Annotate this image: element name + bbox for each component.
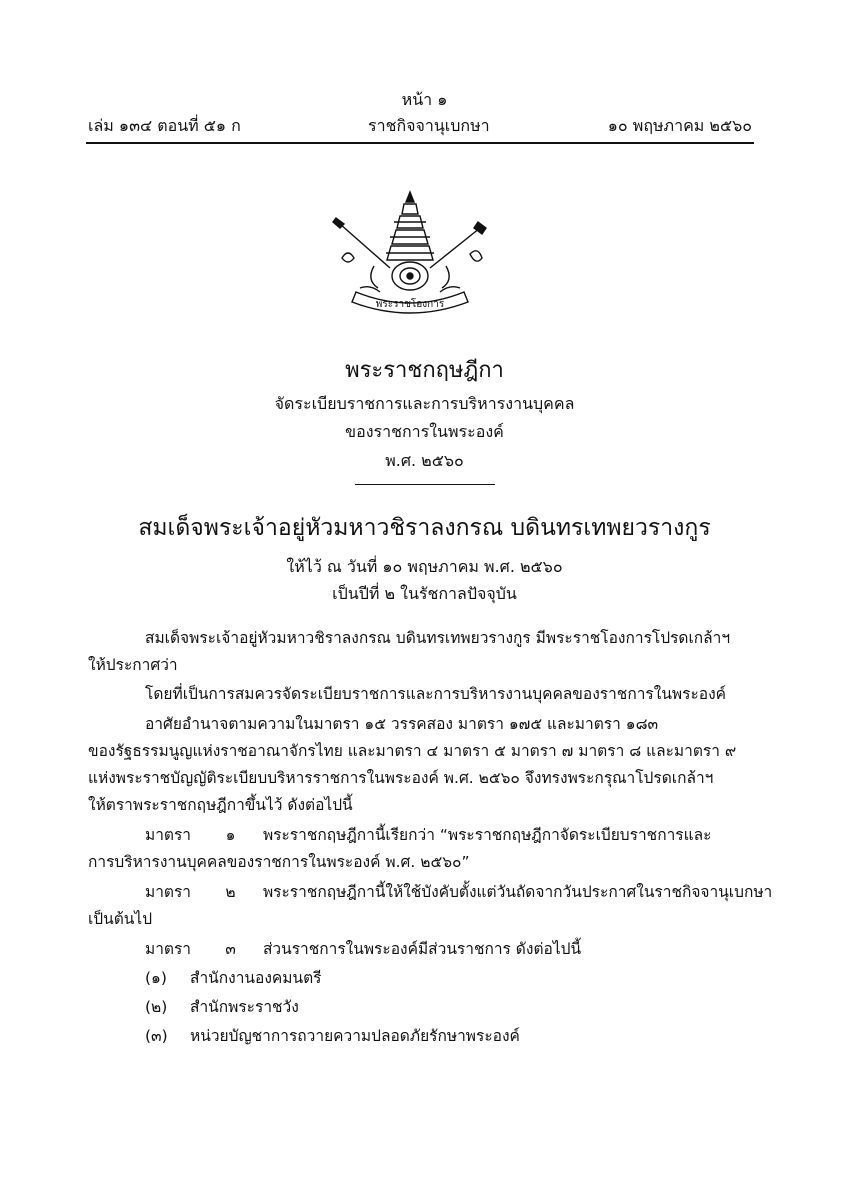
decree-title: พระราชกฤษฎีกา (345, 358, 504, 383)
king-name: สมเด็จพระเจ้าอยู่หัวมหาวชิราลงกรณ บดินทรเทพยวรางกูร (138, 515, 711, 541)
authority-line4: ให้ตราพระราชกฤษฎีกาขึ้นไว้ ดังต่อไปนี้ (88, 796, 353, 814)
section-1-continuation: การบริหารงานบุคคลของราชการในพระองค์ พ.ศ. ๒๕๖๐” (88, 853, 470, 871)
item-number: (๒) (145, 998, 168, 1016)
section-text: พระราชกฤษฎีกานี้ให้ใช้บังคับตั้งแต่วันถัดจากวันประกาศในราชกิจจานุเบกษา (262, 883, 773, 901)
section-number: ๒ (225, 883, 236, 901)
publication-date: ๑๐ พฤษภาคม ๒๕๖๐ (607, 116, 752, 135)
decree-subtitle-line2: ของราชการในพระองค์ (345, 422, 504, 441)
gazette-header (88, 114, 752, 138)
header-divider (86, 142, 754, 144)
list-item (145, 965, 321, 990)
item-text: สำนักงานองคมนตรี (190, 969, 322, 987)
list-item (145, 1023, 520, 1048)
royal-garuda-emblem-icon (330, 188, 490, 318)
title-divider (355, 484, 495, 485)
whereas-paragraph: โดยที่เป็นการสมควรจัดระเบียบราชการและการบริหารงานบุคคลของราชการในพระองค์ (145, 685, 727, 703)
item-text: หน่วยบัญชาการถวายความปลอดภัยรักษาพระองค์ (190, 1027, 520, 1045)
section-number: ๓ (225, 940, 236, 958)
authority-line3: แห่งพระราชบัญญัติระเบียบบริหารราชการในพระองค์ พ.ศ. ๒๕๖๐ จึงทรงพระกรุณาโปรดเกล้าฯ (88, 769, 714, 787)
item-text: สำนักพระราชวัง (190, 998, 299, 1016)
page-number: หน้า ๑ (401, 90, 448, 109)
section-text: ส่วนราชการในพระองค์มีส่วนราชการ ดังต่อไปนี้ (262, 940, 582, 958)
reign-year: เป็นปีที่ ๒ ในรัชกาลปัจจุบัน (332, 584, 517, 603)
section-label: มาตรา (145, 826, 192, 844)
emblem-ribbon-text: พระราชโองการ (375, 299, 445, 310)
decree-subtitle-line1: จัดระเบียบราชการและการบริหารงานบุคคล (274, 394, 575, 413)
gazette-name: ราชกิจจานุเบกษา (368, 116, 490, 135)
section-3 (145, 936, 752, 961)
section-2 (145, 879, 773, 904)
list-item (145, 994, 299, 1019)
section-text: พระราชกฤษฎีกานี้เรียกว่า “พระราชกฤษฎีกาจัดระเบียบราชการและ (262, 826, 712, 844)
authority-line1: อาศัยอำนาจตามความในมาตรา ๑๕ วรรคสอง มาตรา ๑๗๕ และมาตรา ๑๘๓ (145, 715, 659, 733)
preamble-line1: สมเด็จพระเจ้าอยู่หัวมหาวชิราลงกรณ บดินทรเทพยวรางกูร มีพระราชโองการโปรดเกล้าฯ (145, 629, 731, 647)
item-number: (๑) (145, 969, 167, 987)
volume-issue: เล่ม ๑๓๔ ตอนที่ ๕๑ ก (88, 116, 241, 135)
authority-line2: ของรัฐธรรมนูญแห่งราชอาณาจักรไทย และมาตรา ๔ มาตรา ๕ มาตรา ๗ มาตรา ๘ และมาตรา ๙ (88, 742, 737, 760)
given-date: ให้ไว้ ณ วันที่ ๑๐ พฤษภาคม พ.ศ. ๒๕๖๐ (286, 557, 563, 576)
section-number: ๑ (225, 826, 236, 844)
decree-year: พ.ศ. ๒๕๖๐ (385, 451, 464, 470)
item-number: (๓) (145, 1027, 168, 1045)
section-1 (145, 822, 752, 847)
section-2-continuation: เป็นต้นไป (88, 910, 153, 928)
section-label: มาตรา (145, 883, 192, 901)
section-label: มาตรา (145, 940, 192, 958)
preamble-line2: ให้ประกาศว่า (88, 656, 178, 674)
